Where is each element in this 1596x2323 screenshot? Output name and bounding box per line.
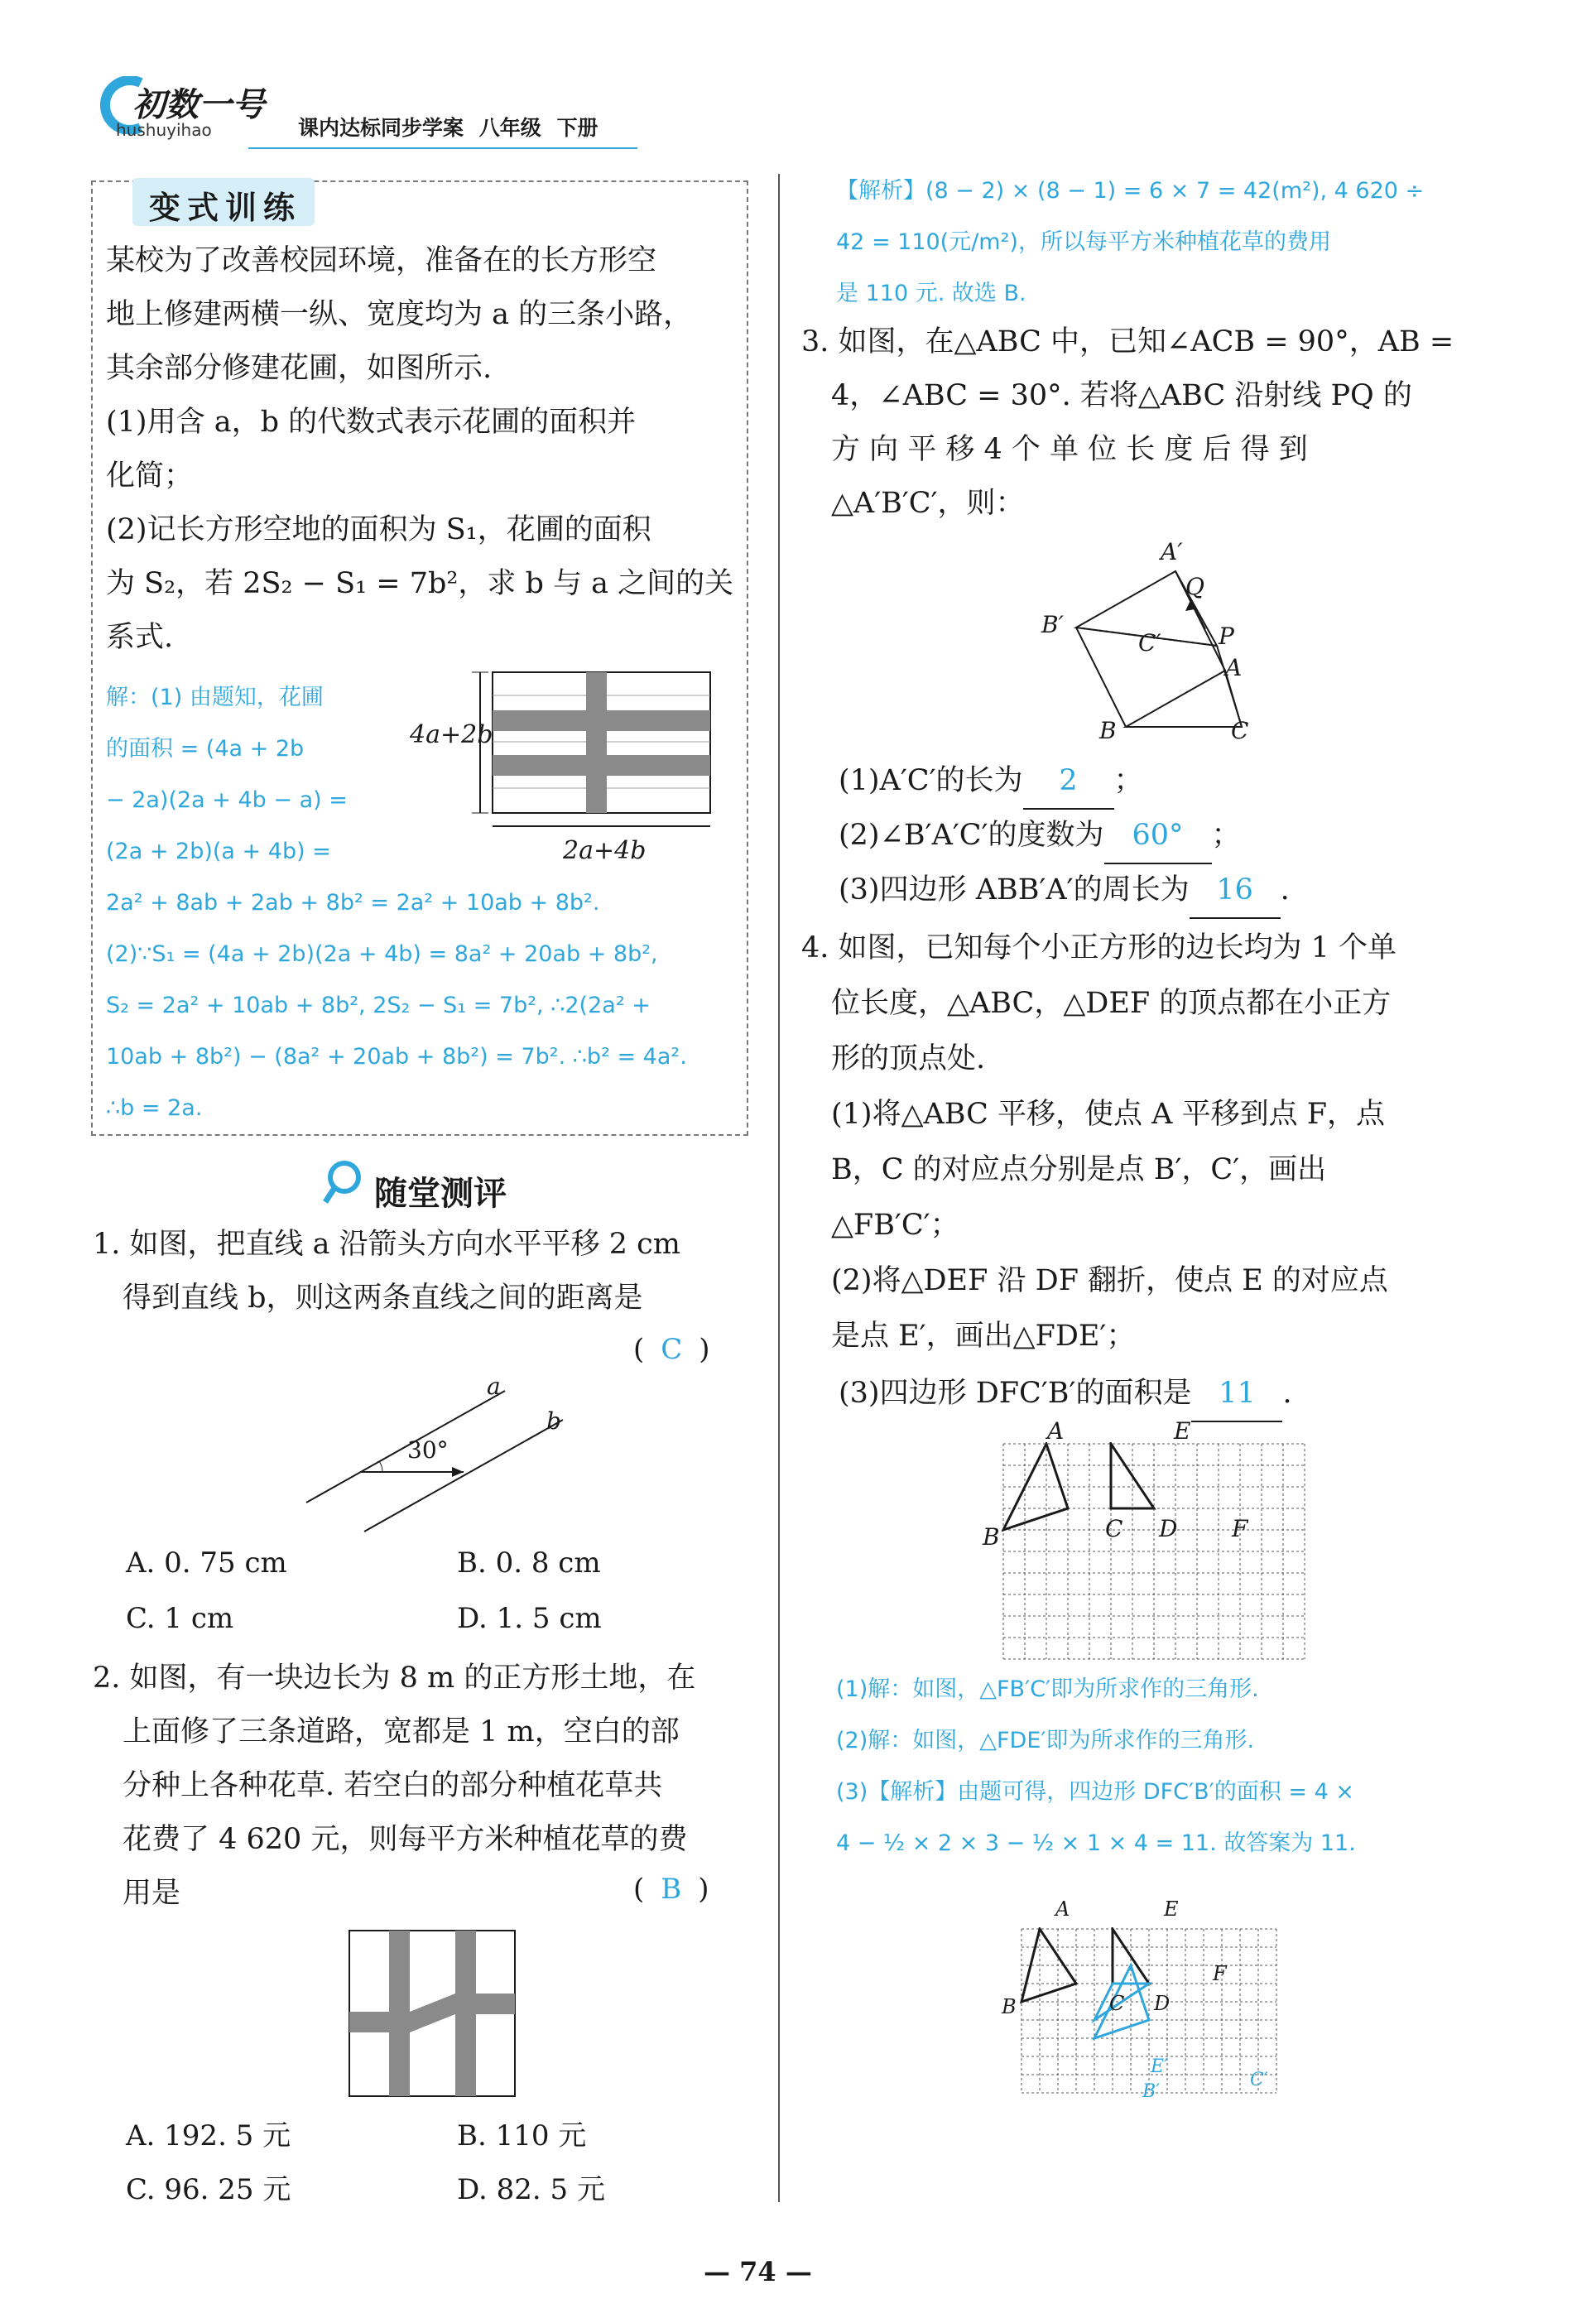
right.q4.lines-line: B，C 的对应点分别是点 B′，C′，画出 <box>831 1153 1327 1186</box>
right.q4.lines-line: 位长度，△ABC，△DEF 的顶点都在小正方 <box>831 987 1392 1020</box>
left.problem_lines-line: (1)用含 a，b 的代数式表示花圃的面积并 <box>106 406 637 439</box>
right.q4.solution_lines-line: (3)【解析】由题可得，四边形 DFC′B′的面积 = 4 × <box>836 1779 1354 1805</box>
right.q4.lines-line: 形的顶点处. <box>831 1042 986 1075</box>
q4-grid2-label-f: F <box>1213 1962 1227 1985</box>
garden-figure <box>414 662 745 844</box>
magnifier-icon <box>321 1157 368 1207</box>
q4-grid2-label-e-prime: E′ <box>1151 2056 1169 2077</box>
column-divider <box>778 174 780 2202</box>
left.solution_lines-line: 的面积 = (4a + 2b <box>106 736 305 762</box>
q1-label-a: a <box>487 1373 501 1400</box>
left.solution_lines-line: 10ab + 8b²) − (8a² + 20ab + 8b²) = 7b². ∴b² = 4a². <box>106 1044 687 1070</box>
q3-label-p: P <box>1219 623 1234 650</box>
q2-answer-paren: ( B ) <box>633 1873 709 1906</box>
q4-sub3-post: . <box>1282 1377 1292 1410</box>
right.q3.lines-line: 3. 如图，在△ABC 中，已知∠ACB = 90°，AB = <box>801 325 1454 358</box>
left.problem_lines-line: 其余部分修建花圃，如图所示. <box>106 352 493 385</box>
q1-option-c: C. 1 cm <box>126 1602 234 1635</box>
quiz-title: 随堂测评 <box>374 1175 507 1213</box>
q4-grid2-label-e: E <box>1164 1897 1179 1921</box>
header-subtitle <box>298 112 598 142</box>
header-grade: 八年级 <box>478 116 541 140</box>
q4-sub3 <box>839 1366 1292 1422</box>
q1-option-d: D. 1. 5 cm <box>457 1602 602 1635</box>
q1-answer: C <box>661 1333 683 1366</box>
q4-sub3-answer: 11 <box>1191 1366 1282 1422</box>
q3-sub1-post: ； <box>1113 764 1143 797</box>
left.q2.lines-line: 花费了 4 620 元，则每平方米种植花草的费 <box>123 1823 688 1856</box>
q3-sub2-text: (2)∠B′A′C′的度数为 <box>839 819 1104 852</box>
right.q4.solution_lines-line: 4 − ½ × 2 × 3 − ½ × 1 × 4 = 11. 故答案为 11. <box>836 1830 1356 1856</box>
garden-width-label: 2a+4b <box>563 836 647 865</box>
q3-sub3-text: (3)四边形 ABB′A′的周长为 <box>839 873 1190 907</box>
left.q1.lines-line: 1. 如图，把直线 a 沿箭头方向水平平移 2 cm <box>93 1228 680 1261</box>
q2-option-c: C. 96. 25 元 <box>126 2173 291 2206</box>
q4-sub3-text: (3)四边形 DFC′B′的面积是 <box>839 1377 1192 1410</box>
header-subtitle-text: 课内达标同步学案 <box>298 116 464 140</box>
q2-option-a: A. 192. 5 元 <box>126 2119 291 2152</box>
q4-grid-label-e: E <box>1174 1417 1191 1445</box>
q1-angle-label: 30° <box>407 1436 449 1464</box>
q3-label-c: C <box>1231 717 1249 744</box>
q3-sub3-answer: 16 <box>1190 863 1281 919</box>
q2-option-d: D. 82. 5 元 <box>457 2173 605 2206</box>
q3-label-q: Q <box>1185 573 1204 600</box>
left.solution_lines-line: 解：(1) 由题知，花圃 <box>106 685 324 710</box>
left.problem_lines-line: 系式. <box>106 621 174 654</box>
left.q2.lines-line: 用是 <box>123 1877 181 1910</box>
left.problem_lines-line: 地上修建两横一纵、宽度均为 a 的三条小路， <box>106 298 693 331</box>
right.q4.lines-line: (1)将△ABC 平移，使点 A 平移到点 F，点 <box>831 1098 1385 1131</box>
q3-sub1 <box>839 753 1143 810</box>
q3-sub3-post: . <box>1280 873 1290 907</box>
q2-figure <box>348 1929 517 2099</box>
q4-grid-label-c: C <box>1105 1515 1123 1542</box>
q1-option-b: B. 0. 8 cm <box>457 1546 601 1580</box>
header-volume: 下册 <box>556 116 598 140</box>
q3-label-a-prime: A′ <box>1161 538 1183 565</box>
page-number: — 74 — <box>704 2256 812 2287</box>
right.q3.lines-line: 方 向 平 移 4 个 单 位 长 度 后 得 到 <box>831 433 1308 466</box>
left.q2.lines-line: 上面修了三条道路，宽都是 1 m，空白的部 <box>123 1715 680 1748</box>
left.problem_lines-line: 某校为了改善校园环境，准备在的长方形空 <box>106 244 657 277</box>
right.q4.lines-line: 4. 如图，已知每个小正方形的边长均为 1 个单 <box>801 931 1397 964</box>
left.problem_lines-line: 化简； <box>106 459 194 493</box>
garden-height-label: 4a+2b <box>410 720 493 749</box>
q4-grid2-label-b: B <box>1002 1995 1017 2018</box>
q2-answer: B <box>661 1873 682 1906</box>
q3-sub1-answer: 2 <box>1023 753 1114 810</box>
q4-grid <box>1002 1442 1316 1666</box>
q4-grid-label-f: F <box>1232 1515 1248 1542</box>
q4-grid-label-d: D <box>1159 1515 1178 1542</box>
q1-answer-paren: ( C ) <box>633 1333 710 1366</box>
right.q4.lines-line: (2)将△DEF 沿 DF 翻折，使点 E 的对应点 <box>831 1264 1388 1297</box>
q3-sub3 <box>839 863 1290 919</box>
right.q4.lines-line: 是点 E′，画出△FDE′； <box>831 1320 1136 1353</box>
q4-grid-label-a: A <box>1047 1417 1065 1445</box>
left.q2.lines-line: 2. 如图，有一块边长为 8 m 的正方形土地，在 <box>93 1662 696 1695</box>
right.q4.solution_lines-line: (2)解：如图，△FDE′即为所求作的三角形. <box>836 1728 1255 1753</box>
right.q3.lines-line: △A′B′C′，则： <box>831 487 1025 520</box>
q4-grid-label-b: B <box>983 1523 1000 1551</box>
left.q2.lines-line: 分种上各种花草. 若空白的部分种植花草共 <box>123 1769 663 1802</box>
q3-sub2 <box>839 808 1241 864</box>
right.analysis_lines-line: 【解析】(8 − 2) × (8 − 1) = 6 × 7 = 42(m²), 4 620 ÷ <box>836 178 1425 204</box>
q4-grid2-label-c-prime: C′ <box>1250 2070 1268 2090</box>
right.q3.lines-line: 4，∠ABC = 30°. 若将△ABC 沿射线 PQ 的 <box>831 379 1412 412</box>
q3-label-c-prime: C′ <box>1138 629 1161 656</box>
left.problem_lines-line: 为 S₂，若 2S₂ − S₁ = 7b²，求 b 与 a 之间的关 <box>106 567 734 600</box>
q2-option-b: B. 110 元 <box>457 2119 587 2152</box>
q4-grid2-label-a: A <box>1055 1897 1070 1921</box>
right.analysis_lines-line: 是 110 元. 故选 B. <box>836 281 1026 306</box>
left.solution_lines-line: (2a + 2b)(a + 4b) = <box>106 839 331 864</box>
right.analysis_lines-line: 42 = 110(元/m²)，所以每平方米种植花草的费用 <box>836 229 1331 255</box>
q3-label-b: B <box>1099 717 1117 744</box>
left.solution_lines-line: − 2a)(2a + 4b − a) = <box>106 787 348 813</box>
q3-sub1-text: (1)A′C′的长为 <box>839 764 1023 797</box>
section-title: 变式训练 <box>149 190 302 226</box>
q3-label-b-prime: B′ <box>1041 611 1064 638</box>
left.problem_lines-line: (2)记长方形空地的面积为 S₁，花圃的面积 <box>106 513 651 546</box>
q3-label-a: A <box>1225 654 1243 681</box>
logo-sub: hushuyihao <box>116 120 212 140</box>
header-line <box>248 147 637 149</box>
right.q4.solution_lines-line: (1)解：如图，△FB′C′即为所求作的三角形. <box>836 1676 1259 1702</box>
logo-text: 初数一号 <box>132 86 265 124</box>
left.solution_lines-line: ∴b = 2a. <box>106 1095 203 1121</box>
left.solution_lines-line: 2a² + 8ab + 2ab + 8b² = 2a² + 10ab + 8b². <box>106 890 600 916</box>
left.solution_lines-line: S₂ = 2a² + 10ab + 8b², 2S₂ − S₁ = 7b², ∴2(2a² + <box>106 993 651 1018</box>
left.solution_lines-line: (2)∵S₁ = (4a + 2b)(2a + 4b) = 8a² + 20ab + 8b², <box>106 941 658 967</box>
left.q1.lines-line: 得到直线 b，则这两条直线之间的距离是 <box>123 1282 643 1315</box>
q3-sub2-post: ； <box>1211 819 1241 852</box>
q1-option-a: A. 0. 75 cm <box>126 1546 287 1580</box>
q1-label-b: b <box>546 1407 561 1435</box>
q4-grid2-label-d: D <box>1154 1992 1171 2015</box>
q3-sub2-answer: 60° <box>1104 808 1212 864</box>
right.q4.lines-line: △FB′C′； <box>831 1209 959 1242</box>
q4-grid2-label-c: C <box>1109 1992 1125 2015</box>
q4-grid2-label-b-prime: B′ <box>1142 2081 1161 2102</box>
